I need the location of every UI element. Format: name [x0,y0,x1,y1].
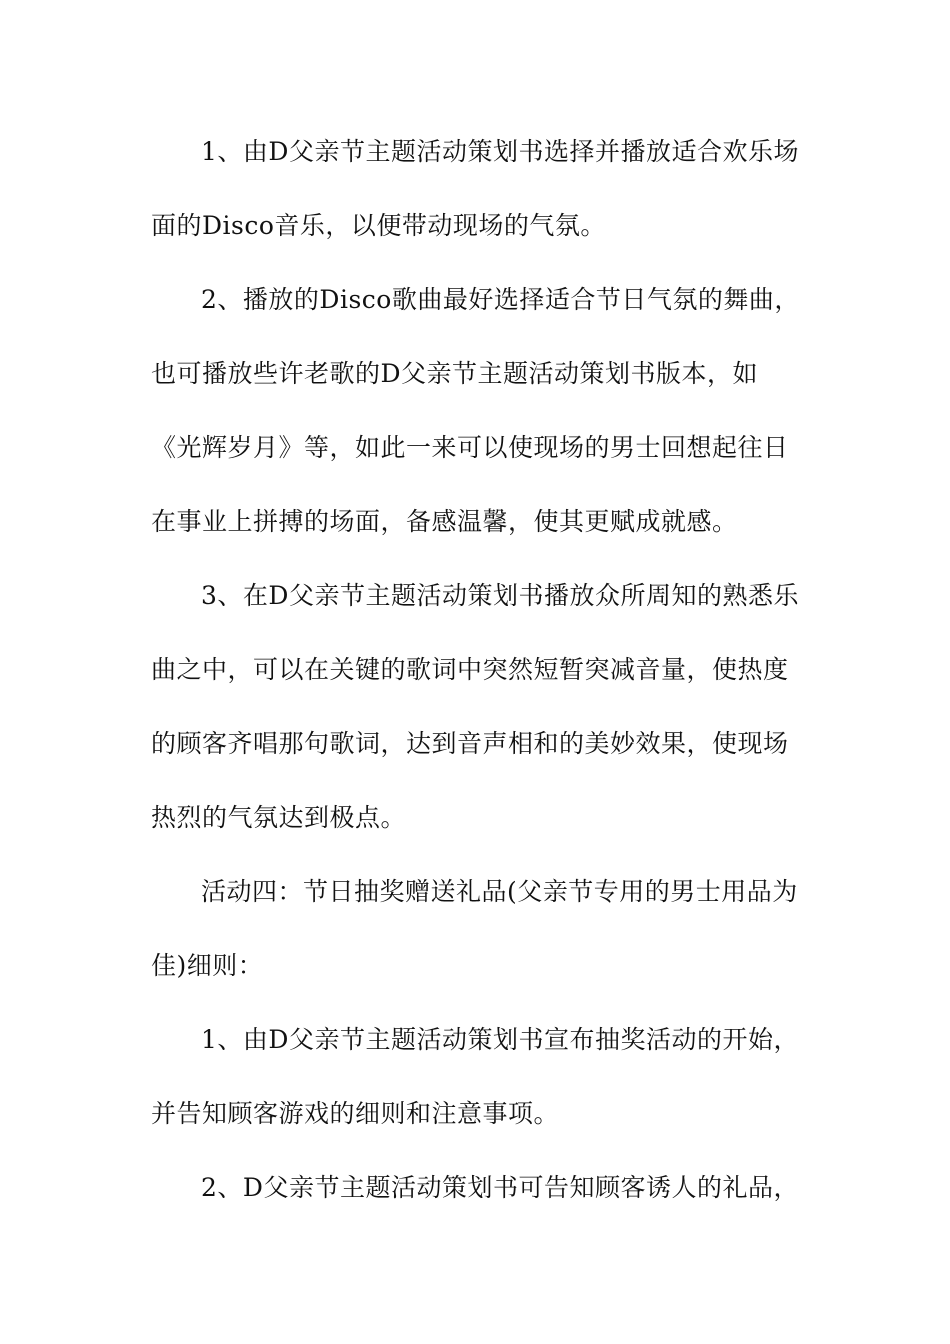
paragraph-line: 并告知顾客游戏的细则和注意事项。 [151,1099,560,1128]
paragraph-line: 《光辉岁月》等，如此一来可以使现场的男士回想起往日 [151,433,789,462]
paragraph-line: 2、播放的Disco歌曲最好选择适合节日气氛的舞曲， [201,285,800,314]
paragraph-line: 1、由D父亲节主题活动策划书选择并播放适合欢乐场 [201,137,799,166]
section-heading-line: 活动四：节日抽奖赠送礼品(父亲节专用的男士用品为 [201,877,798,906]
paragraph-line: 3、在D父亲节主题活动策划书播放众所周知的熟悉乐 [201,581,799,610]
paragraph-line: 的顾客齐唱那句歌词，达到音声相和的美妙效果，使现场 [151,729,789,758]
paragraph-line: 也可播放些许老歌的D父亲节主题活动策划书版本，如 [151,359,759,388]
paragraph-line: 2、D父亲节主题活动策划书可告知顾客诱人的礼品， [201,1173,799,1202]
paragraph-line: 1、由D父亲节主题活动策划书宣布抽奖活动的开始， [201,1025,799,1054]
section-heading-line: 佳)细则： [151,951,264,980]
paragraph-line: 在事业上拼搏的场面，备感温馨，使其更赋成就感。 [151,507,738,536]
paragraph-line: 面的Disco音乐，以便带动现场的气氛。 [151,211,606,240]
paragraph-line: 曲之中，可以在关键的歌词中突然短暂突减音量，使热度 [151,655,789,684]
paragraph-line: 热烈的气氛达到极点。 [151,803,407,832]
